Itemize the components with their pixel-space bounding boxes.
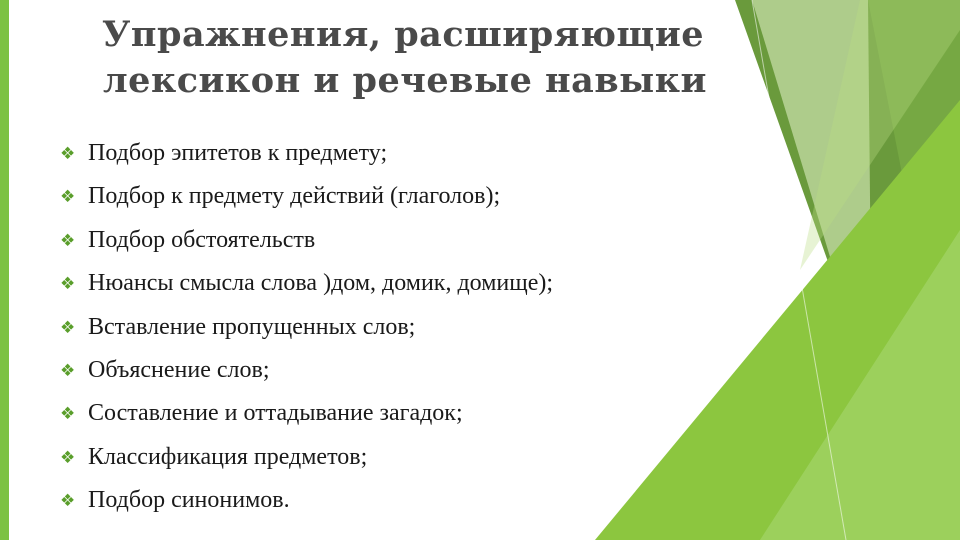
checkmark-diamond-icon: ❖ [60, 144, 76, 164]
exercise-list [60, 132, 553, 523]
list-item [60, 349, 553, 392]
checkmark-diamond-icon: ❖ [60, 404, 76, 425]
list-item-text: Составление и оттадывание загадок; [88, 400, 463, 427]
list-item [60, 262, 553, 305]
list-item [60, 392, 553, 435]
checkmark-diamond-icon: ❖ [60, 317, 76, 338]
list-item-text: Подбор обстоятельств [88, 226, 316, 253]
list-item [60, 479, 553, 522]
list-item [60, 132, 553, 175]
list-item-text: Классификация предметов; [88, 443, 368, 470]
list-item [60, 175, 553, 218]
list-item-text: Подбор к предмету действий (глаголов); [88, 183, 501, 210]
list-item [60, 306, 553, 349]
list-item-text: Подбор эпитетов к предмету; [88, 140, 388, 166]
list-item-text: Нюансы смысла слова )дом, домик, домище); [88, 270, 554, 297]
checkmark-diamond-icon: ❖ [60, 274, 76, 295]
checkmark-diamond-icon: ❖ [60, 491, 76, 512]
list-item [60, 436, 553, 479]
checkmark-diamond-icon: ❖ [60, 447, 76, 468]
checkmark-diamond-icon: ❖ [60, 360, 76, 381]
list-item-text: Подбор синонимов. [88, 487, 290, 514]
checkmark-diamond-icon: ❖ [60, 230, 76, 251]
checkmark-diamond-icon: ❖ [60, 187, 76, 208]
list-item [60, 219, 553, 262]
slide-title [102, 12, 722, 104]
title-line-1: Упражнения, расширяющие [102, 14, 705, 55]
list-item-text: Вставление пропущенных слов; [88, 313, 416, 340]
title-line-2: лексикон и речевые навыки [103, 60, 707, 101]
list-item-text: Объяснение слов; [88, 356, 270, 383]
